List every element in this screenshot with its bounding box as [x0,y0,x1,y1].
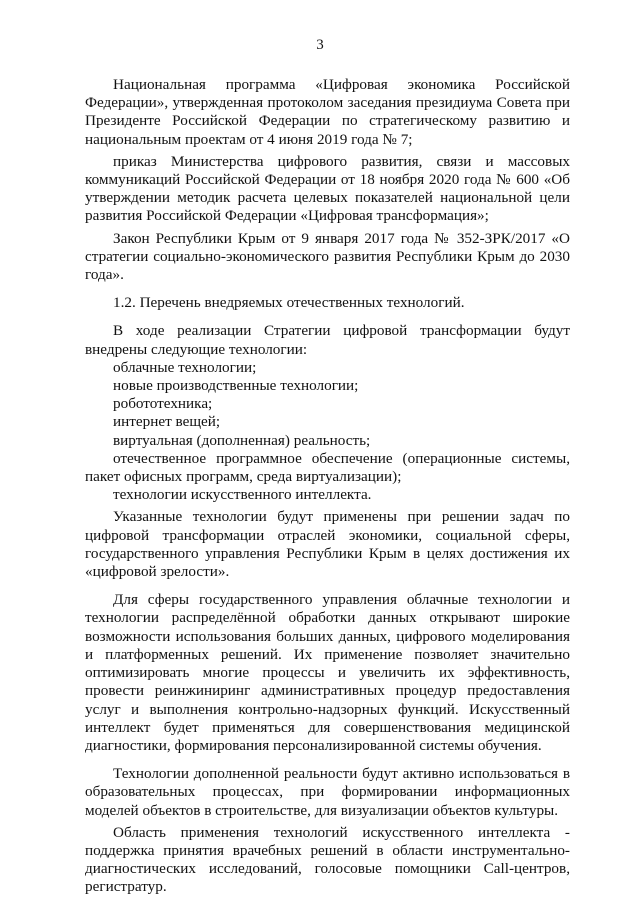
list-item: отечественное программное обеспечение (операционные системы, пакет офисных программ, среда виртуализации); [85,449,570,486]
paragraph-ai-scope: Область применения технологий искусственного интеллекта - поддержка принятия врачебных решений в области инструментально-диагностических исследований, голосовые помощники Call-центров, регистратур. [85,823,570,896]
list-item: виртуальная (дополненная) реальность; [113,431,371,449]
list-item: интернет вещей; [113,413,221,431]
paragraph-public-administration: Для сферы государственного управления облачные технологии и технологии распределённой обработки данных открывают широкие возможности использования больших данных, цифрового моделирования и платформенных решений. Их применение позволяет значительно оптимизировать многие процессы и увеличить их эффективность, провести реинжиниринг административных процедур предоставления услуг и выполнения контрольно-надзорных функций. Искусственный интеллект будет применяться для совершенствования медицинской диагностики, формирования персонализированной системы обучения. [85,591,570,754]
technology-list [85,359,570,505]
list-item: робототехника; [113,395,213,413]
paragraph-crimea-law: Закон Республики Крым от 9 января 2017 года № 352-ЗРК/2017 «О стратегии социально-экономического развития Республики Крым до 2030 года». [85,229,570,284]
paragraph-augmented-reality: Технологии дополненной реальности будут активно использоваться в образовательных процессах, при формировании информационных моделей объектов в строительстве, для визуализации объектов культуры. [85,765,570,819]
document-body [85,76,570,897]
paragraph-ministry-order: приказ Министерства цифрового развития, связи и массовых коммуникаций Российской Федерации от 18 ноября 2020 года № 600 «Об утверждении методик расчета целевых показателей национальной цели развития Российской Федерации «Цифровая трансформация»; [85,152,570,225]
list-item: облачные технологии; [113,358,257,376]
section-heading-technologies: 1.2. Перечень внедряемых отечественных технологий. [113,294,465,312]
paragraph-intro-technologies: В ходе реализации Стратегии цифровой трансформации будут внедрены следующие технологии: [85,322,570,358]
paragraph-application: Указанные технологии будут применены при решении задач по цифровой трансформации отраслей экономики, социальной сферы, государственного управления Республики Крым в целях достижения их «цифровой зрелости». [85,508,570,581]
list-item: новые производственные технологии; [113,377,359,395]
paragraph-national-program: Национальная программа «Цифровая экономика Российской Федерации», утвержденная протоколом заседания президиума Совета при Президенте Российской Федерации по стратегическому развитию и национальным проектам от 4 июня 2019 года № 7; [85,76,570,148]
list-item: технологии искусственного интеллекта. [113,486,372,504]
page-number: 3 [316,37,324,53]
